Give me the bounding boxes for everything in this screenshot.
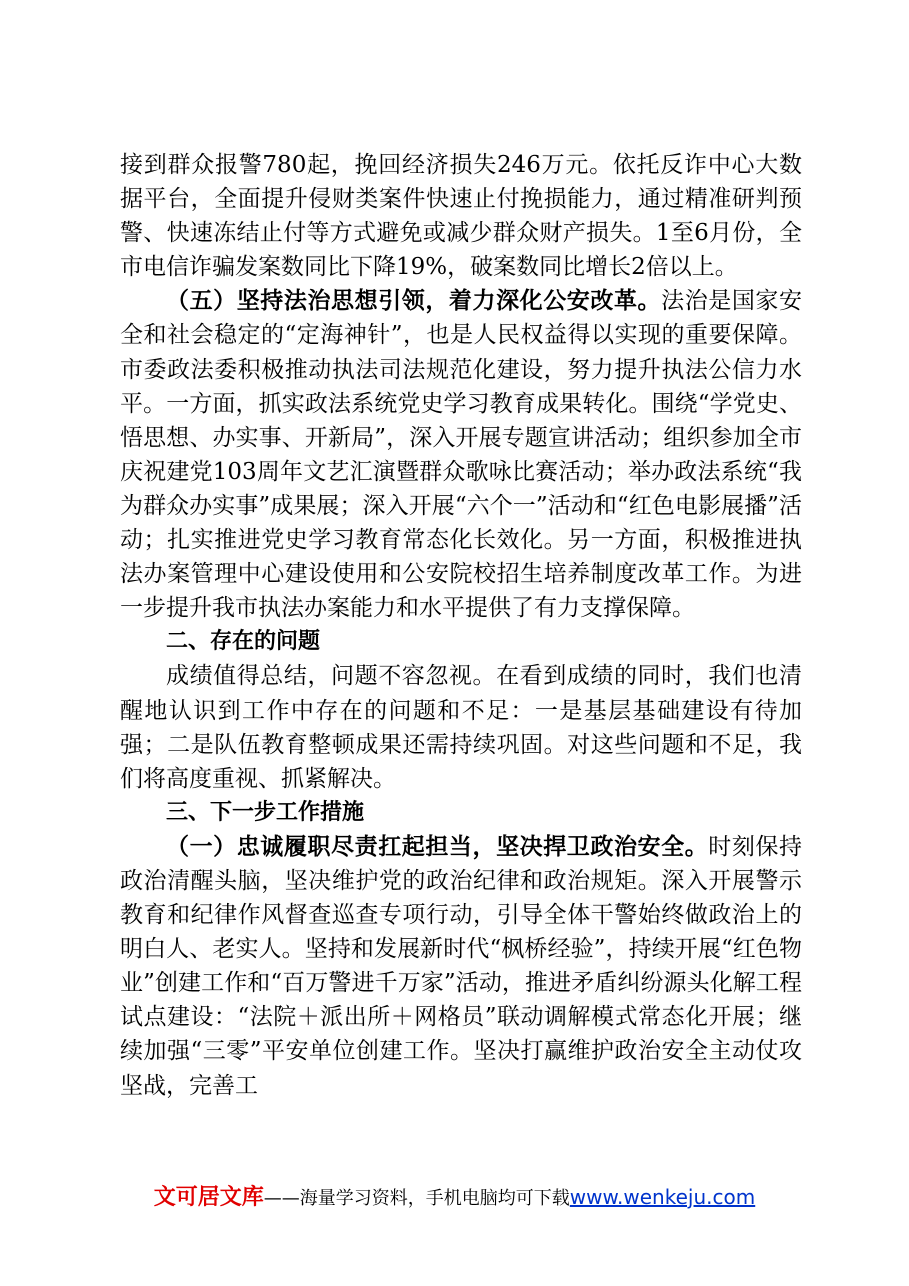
section-heading-next-steps: 三、下一步工作措施: [166, 799, 365, 825]
footer-brand: 文可居文库: [153, 1185, 264, 1210]
paragraph-4: [120, 830, 802, 1103]
paragraph-4-lead: （一）忠诚履职尽责扛起担当，坚决捍卫政治安全。: [166, 832, 709, 860]
paragraph-4-body: 时刻保持政治清醒头脑，坚决维护党的政治纪律和政治规矩。深入开展警示教育和纪律作风督查巡查专项行动，引导全体干警始终做政治上的明白人、老实人。坚持和发展新时代“枫桥经验”，持续开展“红色物业”创建工作和“百万警进千万家”活动，推进矛盾纠纷源头化解工程试点建设：“法院＋派出所＋网格员”联动调解模式常态化开展；继续加强“三零”平安单位创建工作。坚决打赢维护政治安全主动仗攻坚战，完善工: [120, 833, 803, 1099]
document-body: [120, 148, 802, 1103]
paragraph-1: 接到群众报警780起，挽回经济损失246万元。依托反诈中心大数据平台，全面提升侵财类案件快速止付挽损能力，通过精准研判预警、快速冻结止付等方式避免或减少群众财产损失。1至6月份，全市电信诈骗发案数同比下降19%，破案数同比增长2倍以上。: [120, 152, 802, 281]
paragraph-2-lead: （五）坚持法治思想引领，着力深化公安改革。: [166, 287, 662, 315]
paragraph-2: [120, 284, 802, 625]
paragraph-2-body: 法治是国家安全和社会稳定的“定海神针”，也是人民权益得以实现的重要保障。市委政法委积极推动执法司法规范化建设，努力提升执法公信力水平。一方面，抓实政法系统党史学习教育成果转化。围绕“学党史、悟思想、办实事、开新局”，深入开展专题宣讲活动；组织参加全市庆祝建党103周年文艺汇演暨群众歌咏比赛活动；举办政法系统“我为群众办实事”成果展；深入开展“六个一”活动和“红色电影展播”活动；扎实推进党史学习教育常态化长效化。另一方面，积极推进执法办案管理中心建设使用和公安院校招生培养制度改革工作。为进一步提升我市执法办案能力和水平提供了有力支撑保障。: [120, 288, 803, 622]
paragraph-3: 成绩值得总结，问题不容忽视。在看到成绩的同时，我们也清醒地认识到工作中存在的问题和不足：一是基层基础建设有待加强；二是队伍教育整顿成果还需持续巩固。对这些问题和不足，我们将高度重视、抓紧解决。: [120, 663, 802, 792]
footer-tagline: ——海量学习资料，手机电脑均可下载: [263, 1188, 570, 1209]
footer-banner: [0, 1180, 909, 1211]
section-heading-problems: 二、存在的问题: [166, 629, 321, 655]
footer-url-link[interactable]: www.wenkeju.com: [569, 1185, 756, 1209]
